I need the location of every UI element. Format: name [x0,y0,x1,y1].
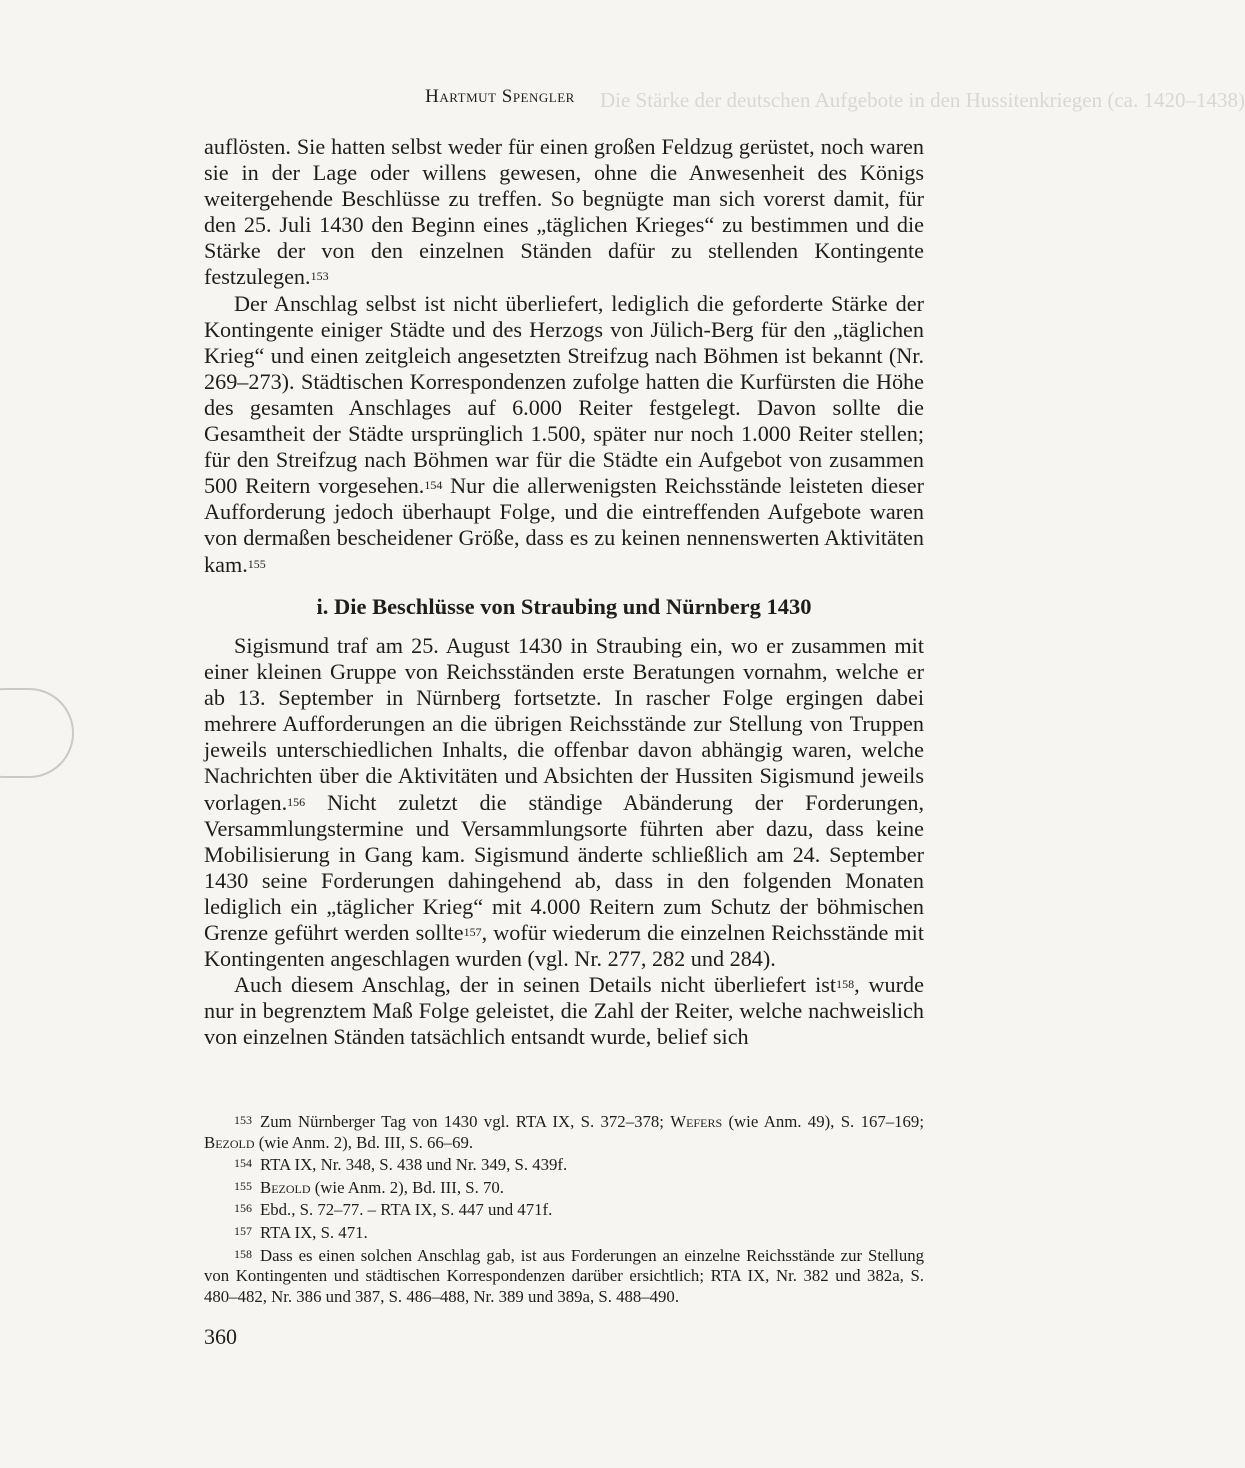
section-heading: i. Die Beschlüsse von Straubing und Nürnberg 1430 [316,594,812,619]
footnote-155: 155 Bezold (wie Anm. 2), Bd. III, S. 70. [234,1177,504,1197]
footnote-ref[interactable]: 155 [247,556,266,571]
paragraph: Auch diesem Anschlag, der in seinen Details nicht überliefert ist$^{158}$, wurde nur in begrenztem Maß Folge geleistet, die Zahl der Reiter, welche nachweislich von einzelnen Ständen tatsächlich entsandt wurde, belief sich [204,972,924,1050]
footnote-156: 156 Ebd., S. 72–77. – RTA IX, S. 447 und 471f. [234,1200,553,1220]
footnote-ref[interactable]: 157 [463,925,482,940]
footnotes [204,1110,924,1307]
paragraph: auflösten. Sie hatten selbst weder für einen großen Feldzug gerüstet, noch waren sie in der Lage oder willens gewesen, ohne die Anwesenheit des Königs weitergehende Beschlüsse zu treffen. So begnügte man sich vorerst damit, für den 25. Juli 1430 den Beginn eines „täglichen Krieges“ zu bestimmen und die Stärke der von den einzelnen Ständen dafür zu stellenden Kontingente festzulegen.$^{153}$ [204,134,924,290]
footnote-154: 154 RTA IX, Nr. 348, S. 438 und Nr. 349, S. 439f. [234,1155,568,1175]
footnote-ref[interactable]: 154 [424,478,443,493]
footnote-157: 157 RTA IX, S. 471. [234,1222,368,1242]
footnote-ref[interactable]: 153 [310,269,329,284]
paper-clip-mark [0,688,74,778]
footnote-ref[interactable]: 158 [836,977,855,992]
show-through-text: Die Stärke der deutschen Aufgebote in den Hussitenkriegen (ca. 1420–1438) [600,88,1245,112]
page-number: 360 [204,1324,237,1349]
footnote-ref[interactable]: 156 [287,794,306,809]
footnote-153: 153 Zum Nürnberger Tag von 1430 vgl. RTA IX, S. 372–378; Wefers (wie Anm. 49), S. 167–169; Bezold (wie Anm. 2), Bd. III, S. 66–69. [204,1112,924,1152]
paragraph: Sigismund traf am 25. August 1430 in Straubing ein, wo er zusammen mit einer kleinen Gruppe von Reichsständen erste Beratungen vornahm, welche er ab 13. September in Nürnberg fortsetzte. In rascher Folge ergingen dabei mehrere Aufforderungen an die übrigen Reichsstände zur Stellung von Truppen jeweils unterschiedlichen Inhalts, die offenbar davon abhängig waren, welche Nachrichten über die Aktivitäten und Absichten der Hussiten Sigismund jeweils vorlagen.$^{156}$ Nicht zuletzt die ständige Abänderung der Forderungen, Versammlungstermine und Versammlungsorte führten aber dazu, dass keine Mobilisierung in Gang kam. Sigismund änderte schließlich am 24. September 1430 seine Forderungen dahingehend ab, dass in den folgenden Monaten lediglich ein „täglicher Krieg“ mit 4.000 Reitern zum Schutz der böhmischen Grenze geführt werden sollte$^{157}$, wofür wiederum die einzelnen Reichsstände mit Kontingenten angeschlagen wurden (vgl. Nr. 277, 282 und 284). [204,633,924,972]
body-text-bottom [204,633,924,1051]
footnote-158: 158 Dass es einen solchen Anschlag gab, ist aus Forderungen an einzelne Reichsstände zur Stellung von Kontingenten und städtischen Korrespondenzen darüber ersichtlich; RTA IX, Nr. 382 und 382a, S. 480–482, Nr. 386 und 387, S. 486–488, Nr. 389 und 389a, S. 488–490. [204,1245,924,1306]
body-text-top [204,134,924,578]
running-head: Hartmut Spengler [425,86,575,107]
paragraph: Der Anschlag selbst ist nicht überliefert, lediglich die geforderte Stärke der Kontingente einiger Städte und des Herzogs von Jülich-Berg für den „täglichen Krieg“ und einen zeitgleich angesetzten Streifzug nach Böhmen ist bekannt (Nr. 269–273). Städtischen Korrespondenzen zufolge hatten die Kurfürsten die Höhe des gesamten Anschlages auf 6.000 Reiter festgelegt. Davon sollte die Gesamtheit der Städte ursprünglich 1.500, später nur noch 1.000 Reiter stellen; für den Streifzug nach Böhmen war für die Städte ein Aufgebot von zusammen 500 Reitern vorgesehen.$^{154}$ Nur die allerwenigsten Reichsstände leisteten dieser Aufforderung jedoch überhaupt Folge, und die eintreffenden Aufgebote waren von dermaßen bescheidener Größe, dass es zu keinen nennenswerten Aktivitäten kam.$^{155}$ [204,290,924,577]
